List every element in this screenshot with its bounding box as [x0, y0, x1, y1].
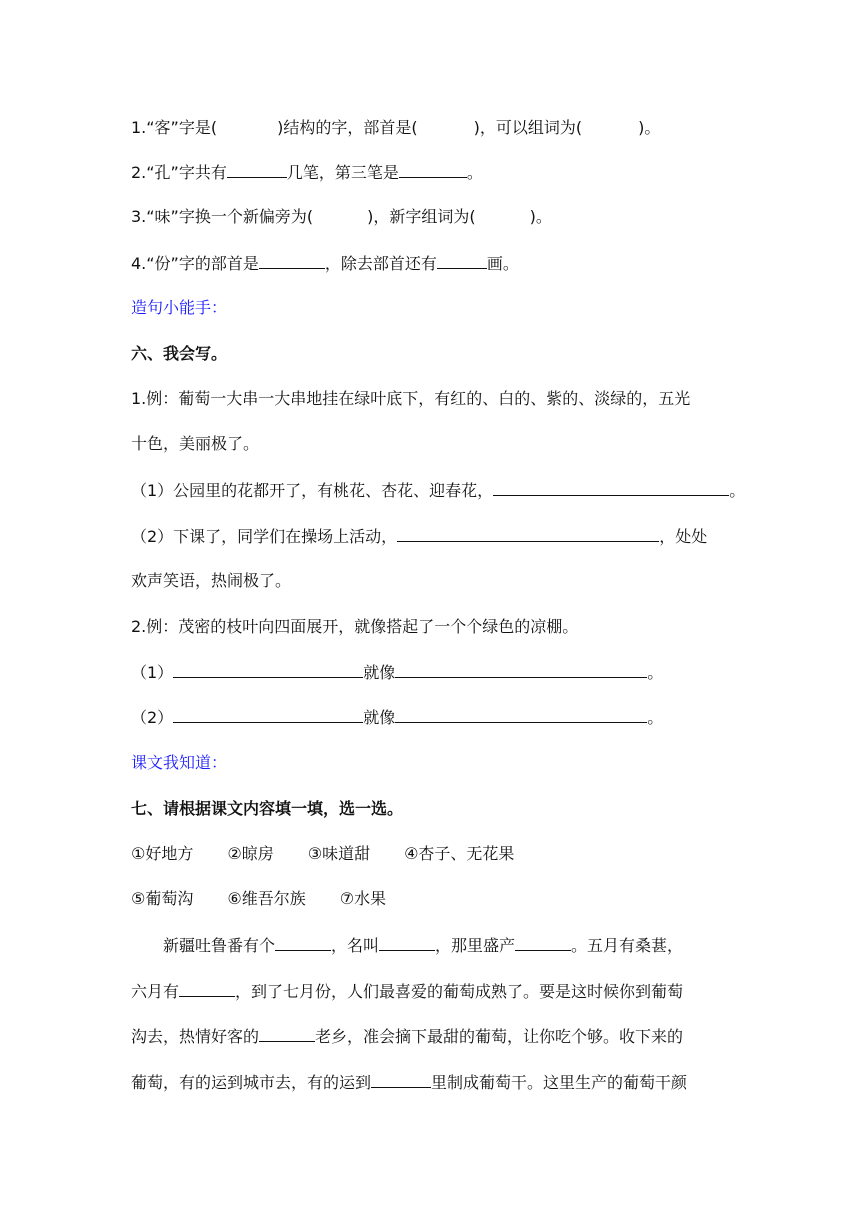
t2-blank-2[interactable] [395, 706, 647, 723]
option-4: ④杏子、无花果 [404, 844, 515, 863]
question-1 [131, 117, 660, 139]
s1-blank[interactable] [493, 479, 729, 496]
part-6-task-2 [131, 706, 663, 729]
s2-text-a: （2）下课了，同学们在操场上活动， [131, 527, 398, 546]
p2-text-b: ，到了七月份，人们最喜爱的葡萄成熟了。要是这时候你到葡萄 [235, 982, 684, 1001]
p1-blank-3[interactable] [515, 934, 571, 951]
s1-text-b: 。 [729, 481, 746, 500]
p4-text-a: 葡萄，有的运到城市去，有的运到 [131, 1073, 372, 1092]
p2-text-a: 六月有 [131, 982, 180, 1001]
option-5: ⑤葡萄沟 [131, 889, 194, 908]
t1-text-c: 。 [647, 663, 664, 682]
t2-text-a: （2） [131, 708, 174, 727]
s2-blank[interactable] [397, 525, 659, 542]
p1-text-d: 。五月有桑葚， [571, 936, 684, 955]
part-6-sentence-2-line-2: 欢声笑语，热闹极了。 [131, 571, 292, 590]
p3-blank-1[interactable] [259, 1025, 315, 1042]
p3-text-b: 老乡，准会摘下最甜的葡萄，让你吃个够。收下来的 [315, 1027, 684, 1046]
p1-blank-1[interactable] [275, 934, 331, 951]
passage-line-1 [163, 934, 683, 957]
t2-text-b: 就像 [363, 708, 396, 727]
option-3: ③味道甜 [307, 844, 371, 863]
option-7: ⑦水果 [339, 889, 387, 908]
t1-blank-1[interactable] [173, 661, 363, 678]
q2-text-c: 。 [466, 163, 483, 182]
passage-line-3 [131, 1025, 683, 1048]
p3-text-a: 沟去，热情好客的 [131, 1027, 260, 1046]
p4-blank-1[interactable] [371, 1071, 431, 1088]
q4-text-c: 画。 [486, 254, 519, 273]
part-6-sentence-1 [131, 479, 745, 502]
passage-line-2 [131, 980, 683, 1003]
p1-text-b: ，名叫 [331, 936, 380, 955]
s1-text-a: （1）公园里的花都开了，有桃花、杏花、迎春花， [131, 481, 494, 500]
q4-blank-2[interactable] [437, 252, 487, 269]
passage-line-4 [131, 1071, 687, 1094]
q4-blank-1[interactable] [259, 252, 325, 269]
q3-text-c: )。 [529, 207, 552, 226]
q2-text-b: 几笔，第三笔是 [286, 163, 399, 182]
question-2 [131, 161, 483, 184]
p2-blank-1[interactable] [179, 980, 235, 997]
question-4 [131, 252, 519, 275]
part-6-sentence-2 [131, 525, 707, 548]
part-6-title: 六、我会写。 [131, 344, 228, 363]
t2-blank-1[interactable] [173, 706, 363, 723]
q2-blank-2[interactable] [399, 161, 467, 178]
p1-text-a: 新疆吐鲁番有个 [163, 936, 276, 955]
option-1: ①好地方 [131, 844, 194, 863]
p4-text-b: 里制成葡萄干。这里生产的葡萄干颜 [431, 1073, 688, 1092]
t1-blank-2[interactable] [395, 661, 647, 678]
part-6-example-2: 2.例：茂密的枝叶向四面展开，就像搭起了一个个绿色的凉棚。 [131, 617, 579, 636]
p1-text-c: ，那里盛产 [435, 936, 516, 955]
question-3 [131, 206, 552, 228]
t1-text-a: （1） [131, 663, 174, 682]
q1-text-a: 1.“客”字是( [131, 118, 218, 137]
option-2: ②晾房 [227, 844, 274, 863]
q4-text-a: 4.“份”字的部首是 [131, 254, 259, 273]
part-6-example-1-line-1: 1.例：葡萄一大串一大串地挂在绿叶底下，有红的、白的、紫的、淡绿的，五光 [131, 389, 691, 408]
q4-text-b: ，除去部首还有 [324, 254, 437, 273]
p1-blank-2[interactable] [379, 934, 435, 951]
part-6-task-1 [131, 661, 663, 684]
option-6: ⑥维吾尔族 [227, 889, 306, 908]
t1-text-b: 就像 [363, 663, 396, 682]
q2-blank-1[interactable] [227, 161, 287, 178]
q2-text-a: 2.“孔”字共有 [131, 163, 227, 182]
q1-text-b: )结构的字，部首是( [277, 118, 418, 137]
part-6-example-1-line-2: 十色，美丽极了。 [131, 434, 260, 453]
s2-text-b: ，处处 [659, 527, 708, 546]
options-row-1 [131, 843, 548, 865]
t2-text-c: 。 [647, 708, 664, 727]
options-row-2 [131, 888, 420, 910]
part-7-title: 七、请根据课文内容填一填，选一选。 [131, 799, 404, 818]
q3-text-a: 3.“味”字换一个新偏旁为( [131, 207, 314, 226]
q1-text-d: )。 [638, 118, 661, 137]
q3-text-b: )，新字组词为( [367, 207, 476, 226]
q1-text-c: )，可以组词为( [473, 118, 583, 137]
section-heading-text: 课文我知道： [131, 753, 228, 772]
section-heading-sentence: 造句小能手： [131, 298, 228, 317]
